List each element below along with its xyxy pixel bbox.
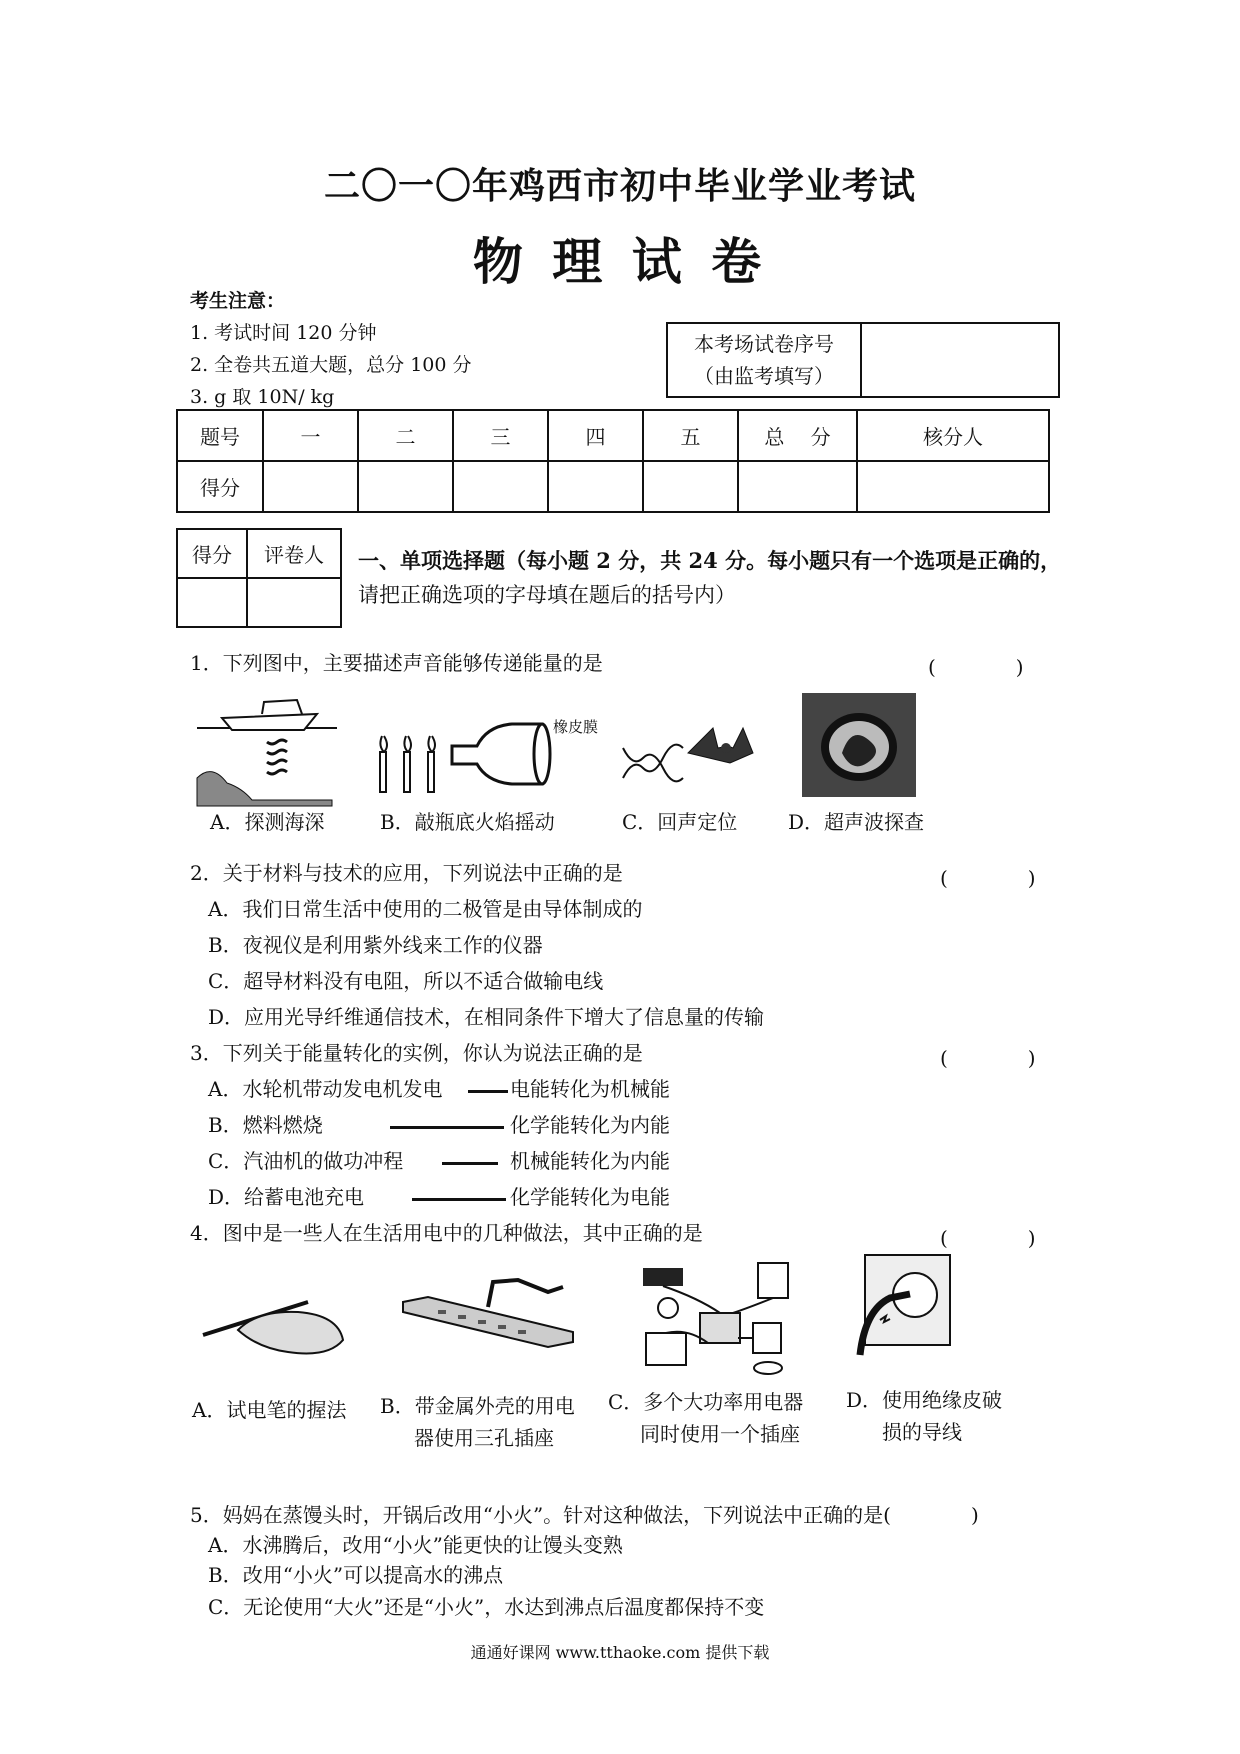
grader-name-field[interactable]: [247, 578, 341, 627]
score-header-row: [177, 410, 1049, 461]
q3-option-c-right: 机械能转化为内能: [510, 1149, 670, 1173]
score-header-cell: 五: [643, 410, 738, 461]
dash-line: [442, 1162, 498, 1165]
score-cell[interactable]: [358, 461, 453, 512]
figure-bat-echolocation: [618, 708, 758, 798]
q3-option-c-left: C．汽油机的做功冲程: [208, 1149, 404, 1173]
score-header-cell: 总 分: [738, 410, 857, 461]
membrane-label: 橡皮膜: [553, 718, 599, 736]
question-4-stem: 4．图中是一些人在生活用电中的几种做法，其中正确的是: [190, 1221, 703, 1245]
section-heading-line: 一、单项选择题（每小题 2 分，共 24 分。每小题只有一个选项是正确的，: [358, 548, 1062, 573]
q1-option-a: A．探测海深: [210, 810, 325, 834]
figure-damaged-wire: [850, 1250, 960, 1360]
q1-option-b: B．敲瓶底火焰摇动: [380, 810, 555, 834]
q3-option-a-left: A．水轮机带动发电机发电: [208, 1077, 443, 1101]
score-header-cell: 核分人: [857, 410, 1049, 461]
page-footer: 通通好课网 www.tthaoke.com 提供下载: [470, 1643, 770, 1662]
score-row-label: 得分: [177, 461, 263, 512]
grader-score-label: 得分: [177, 529, 247, 578]
q3-option-b-right: 化学能转化为内能: [510, 1113, 670, 1137]
notice-heading: 考生注意：: [190, 290, 286, 312]
score-cell[interactable]: [738, 461, 857, 512]
answer-paren[interactable]: ( ): [940, 1046, 1036, 1070]
q4-option-d-line: 损的导线: [882, 1420, 962, 1444]
answer-paren[interactable]: ( ): [928, 655, 1024, 679]
answer-paren[interactable]: ( ): [940, 866, 1036, 890]
figure-test-pen-hand: [198, 1290, 348, 1360]
figure-boat-sonar: [192, 688, 342, 808]
notice-item: 3. g 取 10N/ kg: [190, 386, 335, 408]
question-3-stem: 3．下列关于能量转化的实例，你认为说法正确的是: [190, 1041, 643, 1065]
question-2-stem: 2．关于材料与技术的应用，下列说法中正确的是: [190, 861, 623, 885]
q4-option-d: [846, 1384, 1002, 1448]
q5-option-c: C．无论使用“大火”还是“小火”，水达到沸点后温度都保持不变: [208, 1595, 765, 1619]
q4-option-c: [608, 1386, 803, 1450]
notice-item: 2. 全卷共五道大题，总分 100 分: [190, 354, 472, 376]
figure-bottle-candles: [372, 706, 572, 806]
q2-option-d: D．应用光导纤维通信技术，在相同条件下增大了信息量的传输: [208, 1005, 765, 1029]
q2-option-b: B．夜视仪是利用紫外线来工作的仪器: [208, 933, 543, 957]
score-header-cell: 二: [358, 410, 453, 461]
q1-option-d: D．超声波探查: [788, 810, 925, 834]
q4-option-b-line: B．带金属外壳的用电: [380, 1394, 575, 1418]
section-heading: [358, 543, 1068, 613]
section-heading-line: 请把正确选项的字母填在题后的括号内）: [358, 583, 736, 607]
score-header-cell: 题号: [177, 410, 263, 461]
score-cell[interactable]: [453, 461, 548, 512]
notice-item: 1. 考试时间 120 分钟: [190, 322, 377, 344]
figure-overloaded-socket: [638, 1258, 808, 1378]
q4-option-a: A．试电笔的握法: [192, 1398, 347, 1422]
q5-option-a: A．水沸腾后，改用“小火”能更快的让馒头变熟: [208, 1533, 623, 1557]
q2-option-a: A．我们日常生活中使用的二极管是由导体制成的: [208, 897, 643, 921]
q5-option-b: B．改用“小火”可以提高水的沸点: [208, 1563, 504, 1587]
score-row: [177, 461, 1049, 512]
question-1-stem: 1．下列图中，主要描述声音能够传递能量的是: [190, 651, 603, 675]
dash-line: [390, 1126, 504, 1129]
seat-label-line: 本考场试卷序号: [694, 332, 834, 356]
score-table: [176, 409, 1050, 513]
q1-option-c: C．回声定位: [622, 810, 738, 834]
score-header-cell: 一: [263, 410, 358, 461]
question-5-stem: 5．妈妈在蒸馒头时，开锅后改用“小火”。针对这种做法，下列说法中正确的是( ): [190, 1503, 979, 1527]
score-cell[interactable]: [643, 461, 738, 512]
seat-number-field[interactable]: [861, 323, 1059, 397]
dash-line: [468, 1090, 508, 1093]
q2-option-c: C．超导材料没有电阻，所以不适合做输电线: [208, 969, 604, 993]
dash-line: [412, 1198, 506, 1201]
answer-paren[interactable]: ( ): [940, 1226, 1036, 1250]
q4-option-c-line: 同时使用一个插座: [640, 1422, 800, 1446]
seat-number-label: [667, 323, 861, 397]
exam-subtitle: 物 理 试 卷: [472, 232, 768, 291]
q3-option-d-right: 化学能转化为电能: [510, 1185, 670, 1209]
score-cell[interactable]: [263, 461, 358, 512]
candidate-notice: [190, 285, 472, 413]
score-cell[interactable]: [548, 461, 643, 512]
grader-box: [176, 528, 342, 628]
q4-option-d-line: D．使用绝缘皮破: [846, 1388, 1003, 1412]
q4-option-c-line: C．多个大功率用电器: [608, 1390, 804, 1414]
figure-ultrasound: [802, 693, 916, 797]
q3-option-b-left: B．燃料燃烧: [208, 1113, 323, 1137]
exam-title: 二〇一〇年鸡西市初中毕业学业考试: [323, 165, 916, 207]
q4-option-b: [380, 1390, 575, 1454]
q4-option-b-line: 器使用三孔插座: [414, 1426, 554, 1450]
score-cell[interactable]: [857, 461, 1049, 512]
q3-option-d-left: D．给蓄电池充电: [208, 1185, 365, 1209]
figure-power-strip: [398, 1272, 578, 1362]
grader-score-field[interactable]: [177, 578, 247, 627]
score-header-cell: 四: [548, 410, 643, 461]
seat-number-box: [666, 322, 1060, 398]
grader-name-label: 评卷人: [247, 529, 341, 578]
score-header-cell: 三: [453, 410, 548, 461]
q3-option-a-right: 电能转化为机械能: [510, 1077, 670, 1101]
seat-label-line: （由监考填写）: [694, 364, 834, 388]
